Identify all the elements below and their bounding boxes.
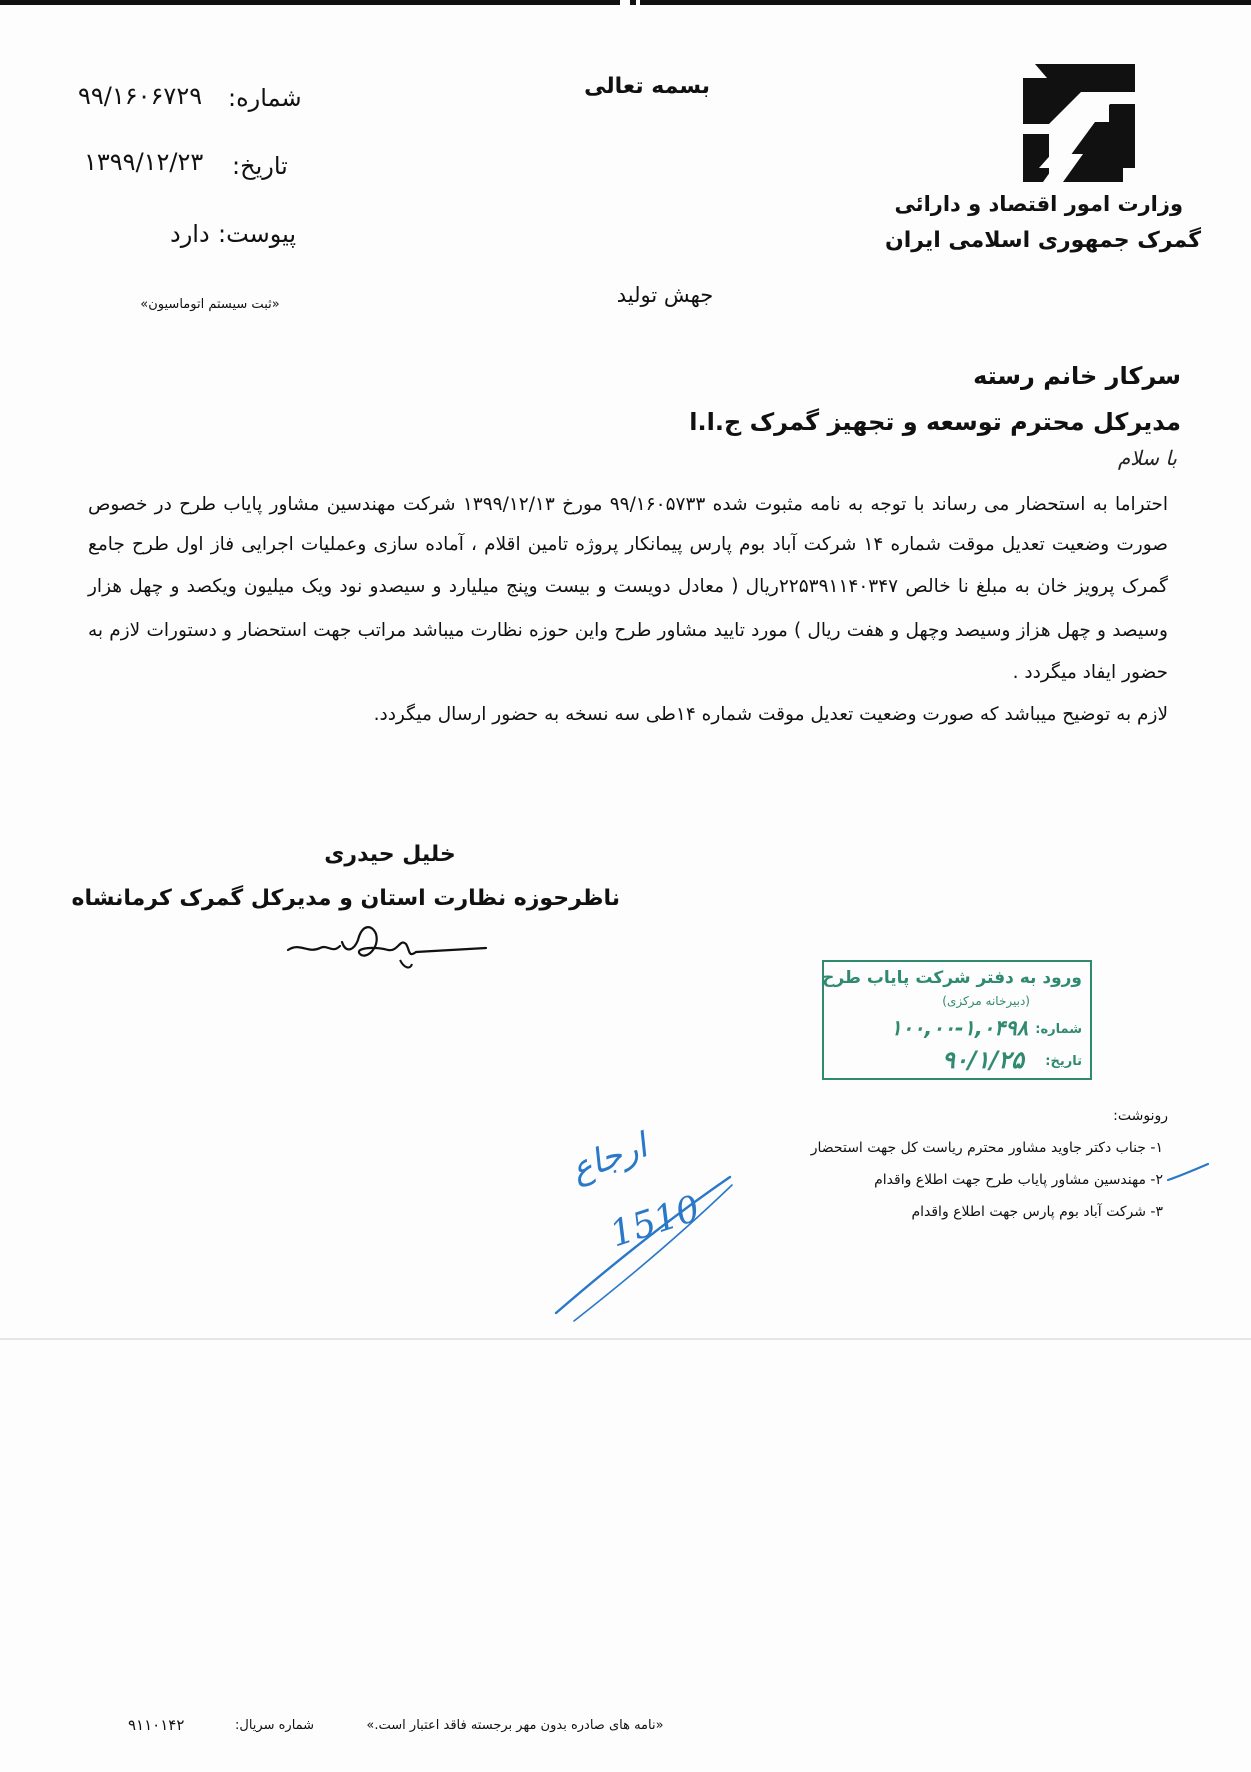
attachment-value: دارد bbox=[170, 220, 210, 248]
cc-title: رونوشت: bbox=[1113, 1108, 1168, 1124]
cc-item: ۳- شرکت آباد بوم پارس جهت اطلاع واقدام bbox=[911, 1204, 1163, 1220]
addressee-title: مدیرکل محترم توسعه و تجهیز گمرک ج.ا.ا bbox=[689, 408, 1181, 436]
body-line: لازم به توضیح میباشد که صورت وضعیت تعدیل موقت شماره ۱۴طی سه نسخه به حضور ارسال میگردد. bbox=[373, 704, 1168, 725]
stamp-number-value: ۱۰۰,۰۰-۱,۰۴۹۸ bbox=[890, 1016, 1028, 1040]
stamp-title: ورود به دفتر شرکت پایاب طرح bbox=[822, 968, 1082, 988]
handwritten-checkmark bbox=[1166, 1160, 1210, 1186]
body-line: حضور ایفاد میگردد . bbox=[1012, 662, 1168, 683]
handwritten-signature bbox=[280, 920, 490, 980]
receipt-stamp bbox=[822, 960, 1092, 1080]
body-line: احتراما به استحضار می رساند با توجه به نامه مثبوت شده ۹۹/۱۶۰۵۷۳۳ مورخ ۱۳۹۹/۱۲/۱۳ شرکت مهندسین مشاور پایاب طرح در خصوص bbox=[88, 494, 1168, 515]
number-value: ۹۹/۱۶۰۶۷۲۹ bbox=[78, 82, 203, 110]
serial-value: ۹۱۱۰۱۴۲ bbox=[128, 1716, 185, 1734]
stamp-subtitle: (دبیرخانه مرکزی) bbox=[942, 994, 1030, 1008]
scan-edge-gap bbox=[636, 0, 640, 6]
stamp-number-label: شماره: bbox=[1035, 1022, 1082, 1037]
invocation-heading: بسمه تعالی bbox=[584, 74, 710, 99]
date-value: ۱۳۹۹/۱۲/۲۳ bbox=[84, 148, 204, 176]
organization-name: گمرک جمهوری اسلامی ایران bbox=[884, 228, 1201, 253]
addressee-name: سرکار خانم رسته bbox=[973, 362, 1181, 390]
number-label: شماره: bbox=[228, 84, 302, 112]
handwritten-referral-note bbox=[540, 1085, 760, 1335]
stamp-date-value: ۹۰/۱/۲۵ bbox=[942, 1046, 1024, 1074]
registration-note: «ثبت سیستم اتوماسیون» bbox=[140, 297, 280, 312]
handnote-text: ارجاع bbox=[565, 1125, 653, 1190]
handnote-number: 1510 bbox=[605, 1188, 705, 1256]
serial-label: شماره سریال: bbox=[235, 1718, 315, 1733]
body-line: صورت وضعیت تعدیل موقت شماره ۱۴ شرکت آباد بوم پارس پیمانکار پروژه تامین اقلام ، آماده سازی وعملیات اجرایی فاز اول طرح جامع bbox=[88, 534, 1168, 555]
attachment-label: پیوست: bbox=[218, 220, 297, 248]
date-label: تاریخ: bbox=[232, 152, 288, 180]
body-line: وسیصد و چهل هزاز وسیصد وچهل و هفت ریال ) مورد تایید مشاور طرح واین حوزه نظارت میباشد مراتب جهت استحضار و دستورات لازم به bbox=[88, 620, 1168, 641]
year-slogan: جهش تولید bbox=[616, 283, 714, 307]
scan-edge-gap bbox=[620, 0, 630, 6]
ministry-name: وزارت امور اقتصاد و دارائی bbox=[894, 192, 1183, 216]
signatory-title: ناظرحوزه نظارت استان و مدیرکل گمرک کرمانشاه bbox=[71, 886, 620, 911]
footer-notice: «نامه های صادره بدون مهر برجسته فاقد اعتبار است.» bbox=[366, 1718, 664, 1733]
customs-logo-icon bbox=[1023, 64, 1135, 182]
cc-item: ۱- جناب دکتر جاوید مشاور محترم ریاست کل جهت استحضار bbox=[810, 1140, 1163, 1156]
greeting: با سلام bbox=[1117, 446, 1177, 470]
paper-fold-line bbox=[0, 1338, 1251, 1340]
stamp-date-label: تاریخ: bbox=[1045, 1054, 1082, 1069]
signatory-name: خلیل حیدری bbox=[324, 842, 456, 867]
body-line: گمرک پرویز خان به مبلغ نا خالص ۲۲۵۳۹۱۱۴۰۳۴۷ریال ( معادل دویست و بیست وپنج میلیارد و سیصدو نود ویک میلیون ویکصد و چهل هزار bbox=[88, 576, 1168, 597]
cc-item: ۲- مهندسین مشاور پایاب طرح جهت اطلاع واقدام bbox=[874, 1172, 1163, 1188]
